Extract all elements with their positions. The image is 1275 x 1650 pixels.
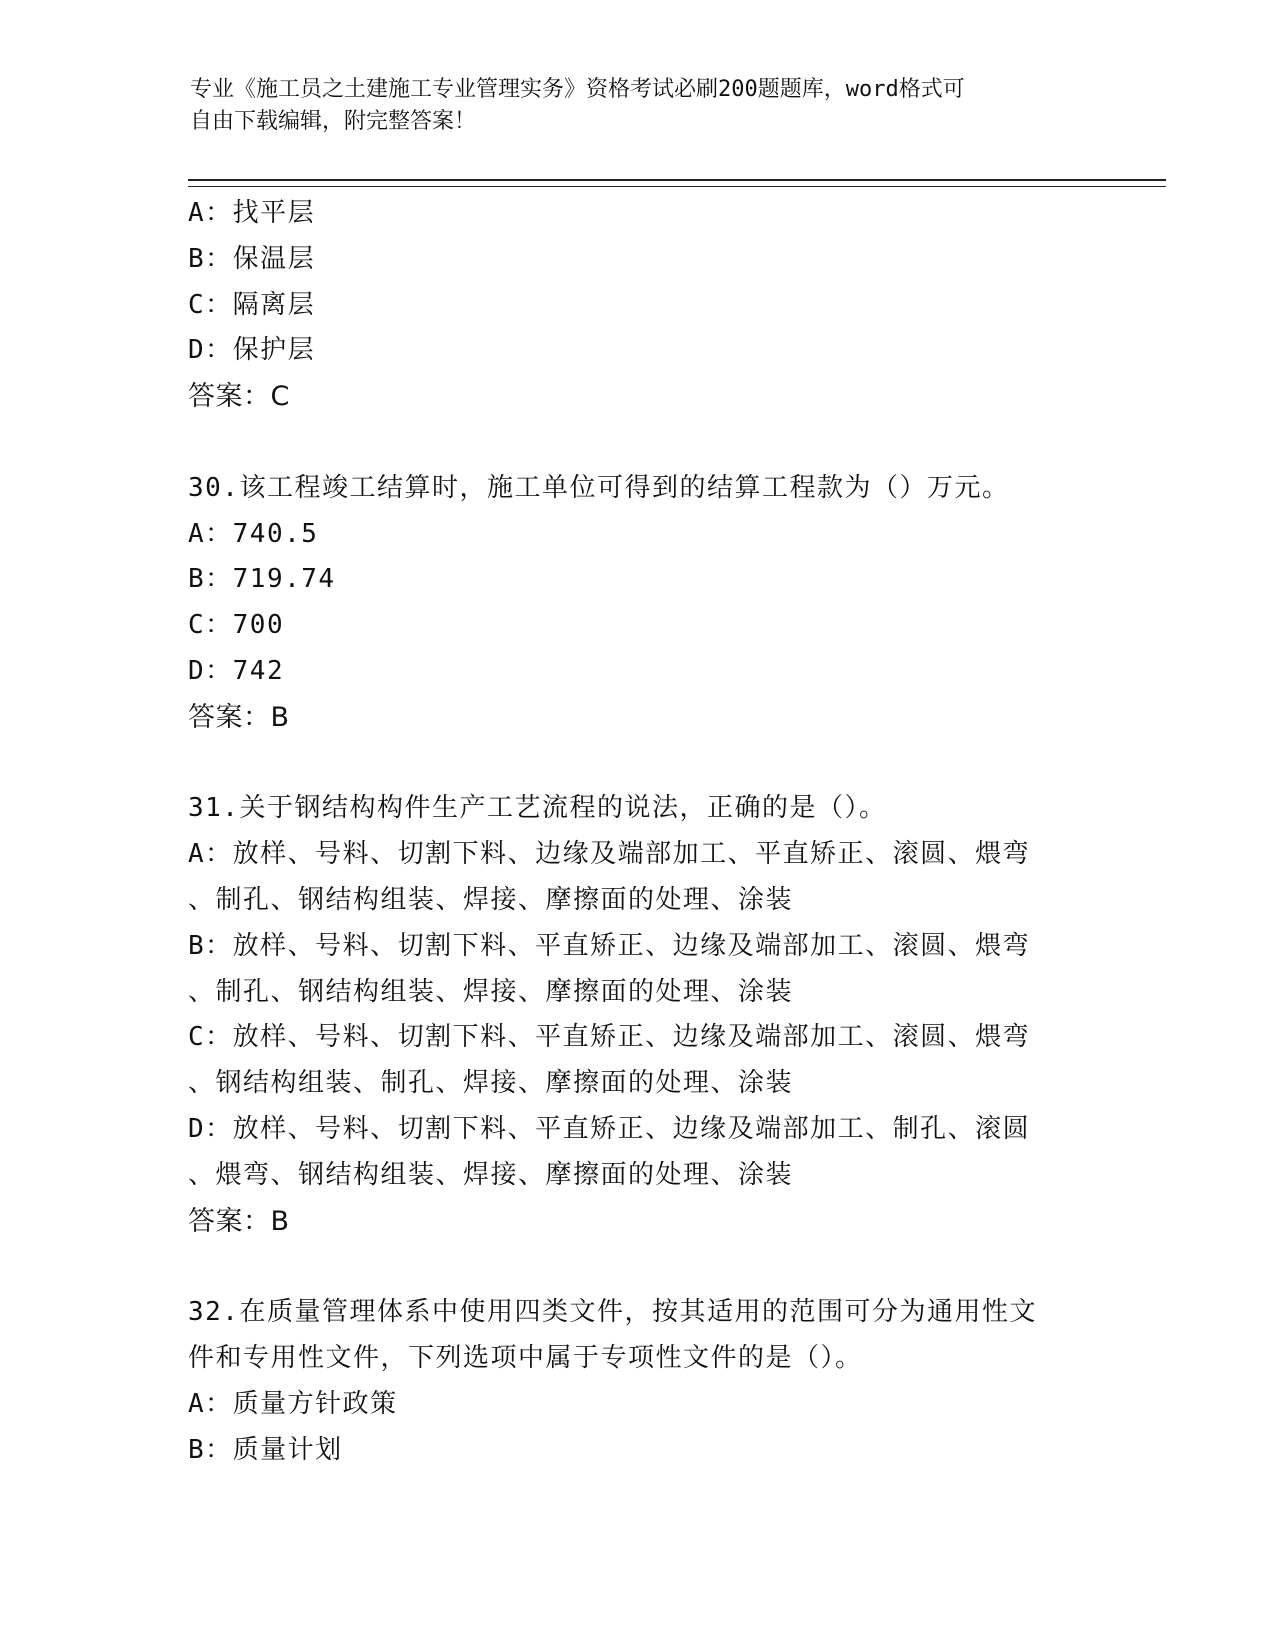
q31-option-b-line-1: B：放样、号料、切割下料、平直矫正、边缘及端部加工、滚圆、煨弯 xyxy=(188,930,1031,961)
q30-answer: 答案：B xyxy=(188,701,290,733)
spacer xyxy=(188,1244,1088,1290)
q30-option-c: C：700 xyxy=(188,610,285,641)
spacer xyxy=(188,420,1088,466)
header-rule xyxy=(188,179,1166,187)
q29-option-c: C：隔离层 xyxy=(188,289,316,320)
q31-option-c-line-2: 、钢结构组装、制孔、焊接、摩擦面的处理、涂装 xyxy=(188,1068,794,1099)
q29-option-a: A：找平层 xyxy=(188,198,316,228)
q30-option-b: B：719.74 xyxy=(188,564,336,595)
q32-option-b: B：质量计划 xyxy=(188,1434,343,1465)
q31-answer: 答案：B xyxy=(188,1205,290,1237)
q31-option-d-line-1: D：放样、号料、切割下料、平直矫正、边缘及端部加工、制孔、滚圆 xyxy=(188,1113,1031,1144)
q30-option-d: D：742 xyxy=(188,655,285,686)
q29-option-b: B：保温层 xyxy=(188,243,316,274)
q31-option-d-line-2: 、煨弯、钢结构组装、焊接、摩擦面的处理、涂装 xyxy=(188,1159,794,1190)
q31-question: 31.关于钢结构构件生产工艺流程的说法，正确的是（）。 xyxy=(188,793,887,824)
question-list xyxy=(188,191,1088,1473)
q32-question-line-1: 32.在质量管理体系中使用四类文件，按其适用的范围可分为通用性文 xyxy=(188,1297,1037,1328)
q31-option-c-line-1: C：放样、号料、切割下料、平直矫正、边缘及端部加工、滚圆、煨弯 xyxy=(188,1022,1031,1053)
q31-option-a-line-1: A：放样、号料、切割下料、边缘及端部加工、平直矫正、滚圆、煨弯 xyxy=(188,839,1031,870)
q31-option-a-line-2: 、制孔、钢结构组装、焊接、摩擦面的处理、涂装 xyxy=(188,884,794,915)
q30-question: 30.该工程竣工结算时，施工单位可得到的结算工程款为（）万元。 xyxy=(188,472,1010,503)
spacer xyxy=(188,741,1088,787)
document-header xyxy=(190,74,1090,138)
q30-option-a: A：740.5 xyxy=(188,518,319,549)
q29-answer: 答案：C xyxy=(188,381,290,413)
header-line-1: 专业《施工员之土建施工专业管理实务》资格考试必刷200题题库，word格式可 xyxy=(190,77,965,102)
q29-option-d: D：保护层 xyxy=(188,335,316,366)
q32-question-line-2: 件和专用性文件，下列选项中属于专项性文件的是（）。 xyxy=(188,1342,863,1373)
q32-option-a: A：质量方针政策 xyxy=(188,1388,398,1419)
header-line-2: 自由下载编辑，附完整答案！ xyxy=(190,109,477,134)
q31-option-b-line-2: 、制孔、钢结构组装、焊接、摩擦面的处理、涂装 xyxy=(188,976,794,1007)
